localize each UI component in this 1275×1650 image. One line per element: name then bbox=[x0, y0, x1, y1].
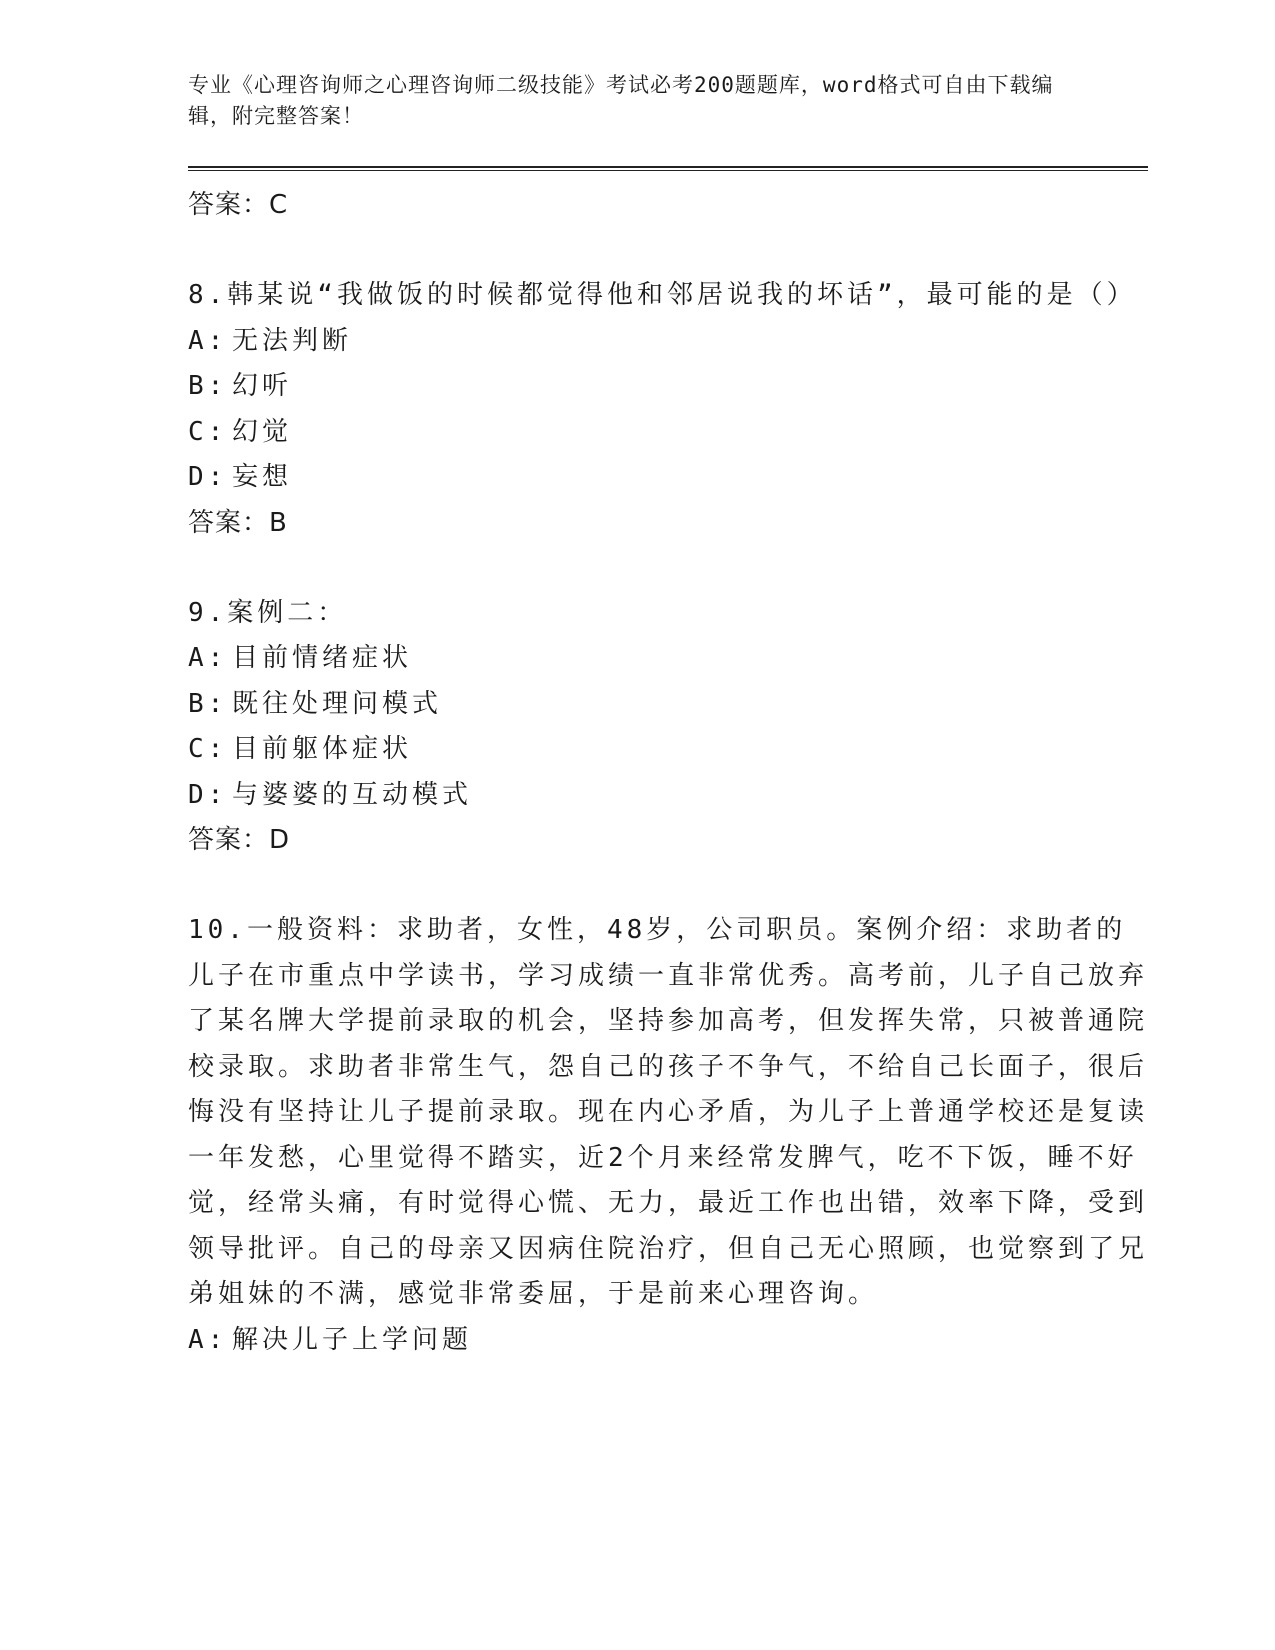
option-a bbox=[188, 1318, 1148, 1364]
option-c bbox=[188, 727, 1148, 773]
option-letter: C: bbox=[188, 734, 228, 764]
option-d bbox=[188, 773, 1148, 819]
option-letter: A: bbox=[188, 325, 228, 356]
question-8 bbox=[188, 273, 1148, 545]
option-text: 解决儿子上学问题 bbox=[232, 1324, 473, 1355]
option-text: 与婆婆的互动模式 bbox=[232, 779, 473, 810]
option-text: 目前躯体症状 bbox=[232, 734, 413, 764]
answer-label: 答案：D bbox=[188, 825, 291, 855]
option-letter: D: bbox=[188, 779, 228, 810]
option-text: 幻觉 bbox=[232, 416, 293, 447]
option-text: 妄想 bbox=[232, 462, 293, 492]
double-rule-line bbox=[188, 166, 1148, 171]
option-letter: A: bbox=[188, 1324, 228, 1355]
answer-label: 答案：B bbox=[188, 507, 288, 538]
option-letter: D: bbox=[188, 462, 228, 492]
question-text: 8.韩某说“我做饭的时候都觉得他和邻居说我的坏话”，最可能的是（） bbox=[188, 280, 1137, 310]
document-header: 专业《心理咨询师之心理咨询师二级技能》考试必考200题题库，word格式可自由下载编辑，附完整答案！ bbox=[188, 73, 1054, 128]
option-text: 幻听 bbox=[232, 371, 293, 401]
option-letter: B: bbox=[188, 688, 228, 719]
header-divider bbox=[188, 166, 1148, 171]
option-a bbox=[188, 319, 1148, 365]
option-d bbox=[188, 455, 1148, 501]
option-letter: B: bbox=[188, 371, 228, 401]
option-text: 既往处理问模式 bbox=[232, 688, 443, 719]
option-c bbox=[188, 410, 1148, 456]
option-b bbox=[188, 682, 1148, 728]
question-text: 10.一般资料：求助者，女性，48岁，公司职员。案例介绍：求助者的儿子在市重点中学读书，学习成绩一直非常优秀。高考前，儿子自己放弃了某名牌大学提前录取的机会，坚持参加高考，但发挥失常，只被普通院校录取。求助者非常生气，怨自己的孩子不争气，不给自己长面子，很后悔没有坚持让儿子提前录取。现在内心矛盾，为儿子上普通学校还是复读一年发愁，心里觉得不踏实，近2个月来经常发脾气，吃不下饭，睡不好觉，经常头痛，有时觉得心慌、无力，最近工作也出错，效率下降，受到领导批评。自己的母亲又因病住院治疗，但自己无心照顾，也觉察到了兄弟姐妹的不满，感觉非常委屈，于是前来心理咨询。 bbox=[188, 915, 1149, 1309]
document-page bbox=[188, 70, 1148, 1363]
question-10 bbox=[188, 908, 1148, 1363]
option-text: 无法判断 bbox=[232, 325, 353, 356]
option-letter: A: bbox=[188, 643, 228, 673]
option-a bbox=[188, 636, 1148, 682]
question-text: 9.案例二： bbox=[188, 597, 348, 628]
option-b bbox=[188, 364, 1148, 410]
answer-label: 答案：C bbox=[188, 190, 289, 220]
question-9 bbox=[188, 591, 1148, 863]
option-letter: C: bbox=[188, 416, 228, 447]
option-text: 目前情绪症状 bbox=[232, 643, 413, 673]
